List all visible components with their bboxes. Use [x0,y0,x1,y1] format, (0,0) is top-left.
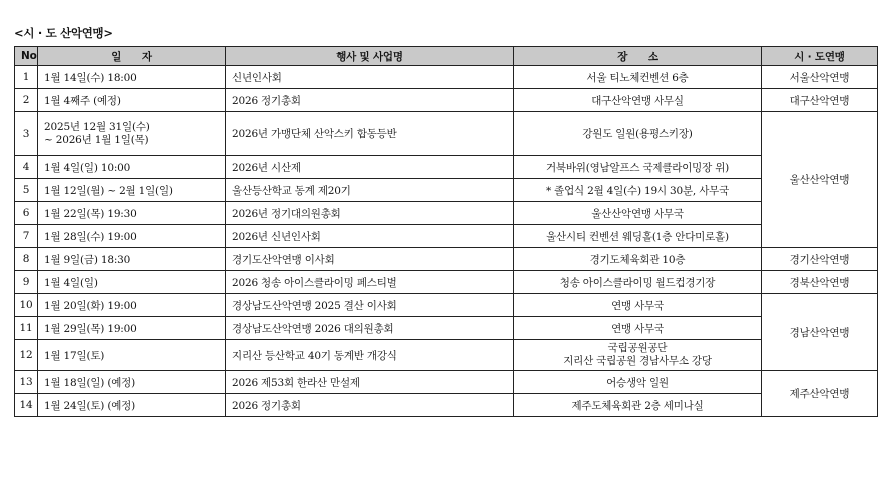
row-event: 울산등산학교 동계 제20기 [226,179,514,202]
row-no: 1 [15,66,38,89]
row-event: 2026년 시산제 [226,156,514,179]
row-date: 1월 28일(수) 19:00 [38,225,226,248]
row-event: 2026 정기총회 [226,89,514,112]
row-date: 1월 14일(수) 18:00 [38,66,226,89]
row-date: 1월 4째주 (예정) [38,89,226,112]
row-place-line1: 국립공원공단 [607,342,668,354]
row-date [38,112,226,156]
row-date: 1월 22일(목) 19:30 [38,202,226,225]
table-row [15,202,878,225]
row-event: 경상남도산악연맹 2025 결산 이사회 [226,294,514,317]
table-row [15,66,878,89]
row-date-line1: 2025년 12월 31일(수) [44,120,150,133]
row-place: 대구산악연맹 사무실 [514,89,762,112]
row-org: 서울산악연맹 [762,66,878,89]
row-org: 대구산악연맹 [762,89,878,112]
row-place: 울산시티 컨벤션 웨딩홀(1층 안다미로홀) [514,225,762,248]
row-event: 경기도산악연맹 이사회 [226,248,514,271]
table-row [15,156,878,179]
row-no: 2 [15,89,38,112]
row-org: 울산산악연맹 [762,112,878,248]
row-event: 2026 정기총회 [226,394,514,417]
row-no: 11 [15,317,38,340]
section-title: <시 · 도 산악연맹> [14,26,113,40]
table-row [15,112,878,156]
row-event: 2026년 가맹단체 산악스키 합동등반 [226,112,514,156]
row-event: 2026 청송 아이스클라이밍 페스티벌 [226,271,514,294]
header-no: No [15,47,38,66]
row-place: 연맹 사무국 [514,294,762,317]
table-row [15,89,878,112]
row-no: 3 [15,112,38,156]
row-place: 서울 티노체컨벤션 6층 [514,66,762,89]
table-row [15,271,878,294]
row-date: 1월 18일(일) (예정) [38,371,226,394]
row-event: 2026 제53회 한라산 만설제 [226,371,514,394]
header-date: 일 자 [38,47,226,66]
row-place: 거북바위(영남알프스 국제클라이밍장 위) [514,156,762,179]
row-event: 2026년 신년인사회 [226,225,514,248]
row-no: 12 [15,340,38,371]
row-date: 1월 4일(일) [38,271,226,294]
row-place: 제주도체육회관 2층 세미나실 [514,394,762,417]
table-row [15,371,878,394]
table-row [15,317,878,340]
table-row [15,179,878,202]
row-place: 청송 아이스클라이밍 월드컵경기장 [514,271,762,294]
row-place-line2: 지리산 국립공원 경남사무소 강당 [563,355,712,367]
row-place: 울산산악연맹 사무국 [514,202,762,225]
row-org: 경남산악연맹 [762,294,878,371]
header-place: 장 소 [514,47,762,66]
row-org: 제주산악연맹 [762,371,878,417]
table-header-row [15,47,878,66]
row-no: 5 [15,179,38,202]
events-table [14,46,878,417]
header-org: 시 · 도연맹 [762,47,878,66]
row-date: 1월 20일(화) 19:00 [38,294,226,317]
row-date-line2: ~ 2026년 1월 1일(목) [44,133,149,146]
row-date: 1월 12일(월) ~ 2월 1일(일) [38,179,226,202]
row-no: 13 [15,371,38,394]
header-event: 행사 및 사업명 [226,47,514,66]
row-no: 9 [15,271,38,294]
row-place: * 졸업식 2월 4일(수) 19시 30분, 사무국 [514,179,762,202]
table-row [15,225,878,248]
table-row [15,340,878,371]
row-place: 어승생악 일원 [514,371,762,394]
row-event: 2026년 정기대의원총회 [226,202,514,225]
row-date: 1월 29일(목) 19:00 [38,317,226,340]
row-no: 14 [15,394,38,417]
row-event: 지리산 등산학교 40기 동계반 개강식 [226,340,514,371]
row-org: 경북산악연맹 [762,271,878,294]
row-no: 4 [15,156,38,179]
row-date: 1월 9일(금) 18:30 [38,248,226,271]
table-row [15,294,878,317]
row-place: 연맹 사무국 [514,317,762,340]
row-no: 10 [15,294,38,317]
row-date: 1월 17일(토) [38,340,226,371]
row-date: 1월 4일(일) 10:00 [38,156,226,179]
table-row [15,248,878,271]
row-event: 신년인사회 [226,66,514,89]
row-event: 경상남도산악연맹 2026 대의원총회 [226,317,514,340]
row-org: 경기산악연맹 [762,248,878,271]
row-no: 7 [15,225,38,248]
row-place: 경기도체육회관 10층 [514,248,762,271]
row-no: 8 [15,248,38,271]
row-no: 6 [15,202,38,225]
row-place: 강원도 일원(용평스키장) [514,112,762,156]
row-place [514,340,762,371]
table-row [15,394,878,417]
row-date: 1월 24일(토) (예정) [38,394,226,417]
